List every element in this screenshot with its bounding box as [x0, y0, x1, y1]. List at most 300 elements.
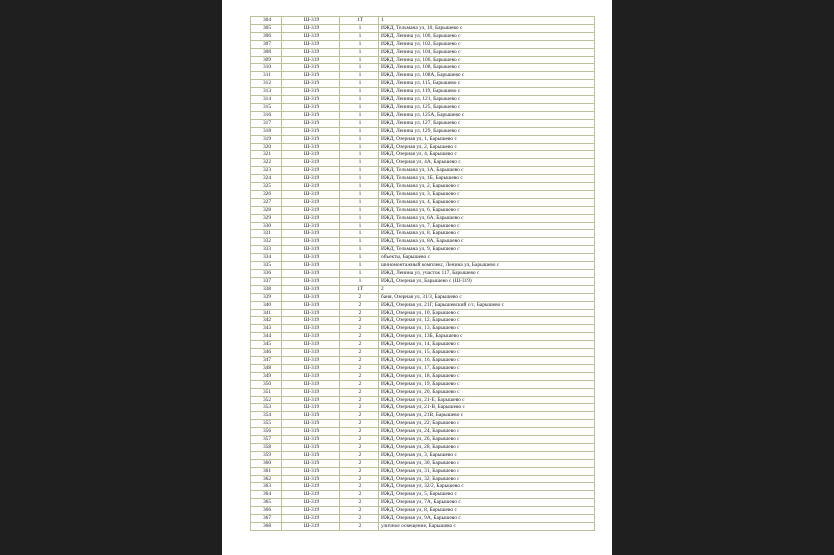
address-cell: ИЖД, Ленина ул, 108, Барышево с [379, 64, 595, 72]
address-cell: шиномонтажный комплекс, Ленина ул, Барышево с [379, 262, 595, 270]
feeder-code-cell: Ш-319 [282, 262, 340, 270]
feeder-code-cell: Ш-319 [282, 24, 340, 32]
row-number-cell: 326 [251, 190, 282, 198]
feeder-code-cell: Ш-319 [282, 270, 340, 278]
table-row [251, 32, 595, 40]
line-number-cell: 2 [340, 317, 379, 325]
row-number-cell: 353 [251, 404, 282, 412]
row-number-cell: 351 [251, 388, 282, 396]
address-cell: ИЖД, Ленина ул, 115, Барышево с [379, 80, 595, 88]
table-row [251, 111, 595, 119]
table-row [251, 270, 595, 278]
table-row [251, 467, 595, 475]
table-row [251, 17, 595, 25]
row-number-cell: 347 [251, 356, 282, 364]
row-number-cell: 339 [251, 293, 282, 301]
row-number-cell: 348 [251, 364, 282, 372]
line-number-cell: 2 [340, 388, 379, 396]
line-number-cell: 1 [340, 175, 379, 183]
table-row [251, 103, 595, 111]
feeder-code-cell: Ш-319 [282, 372, 340, 380]
address-cell: ИЖД, Озерная ул, 1, Барышево с [379, 135, 595, 143]
address-cell: ИЖД, Тельмана ул, 6, Барышево с [379, 206, 595, 214]
address-cell: ИЖД, Озерная ул, 28, Барышево с [379, 443, 595, 451]
table-row [251, 135, 595, 143]
line-number-cell: 1 [340, 143, 379, 151]
table-row [251, 159, 595, 167]
table-row [251, 262, 595, 270]
line-number-cell: 1 [340, 159, 379, 167]
row-number-cell: 327 [251, 198, 282, 206]
feeder-code-cell: Ш-319 [282, 206, 340, 214]
address-cell: ИЖД, Озерная ул, 26, Барышево с [379, 436, 595, 444]
address-cell: ИЖД, Озерная ул, 8, Барышево с [379, 507, 595, 515]
table-row [251, 167, 595, 175]
line-number-cell: 2 [340, 380, 379, 388]
row-number-cell: 355 [251, 420, 282, 428]
line-number-cell: 1 [340, 222, 379, 230]
feeder-code-cell: Ш-319 [282, 507, 340, 515]
feeder-code-cell: Ш-319 [282, 475, 340, 483]
address-cell: ИЖД, Тельмана ул, 7, Барышево с [379, 222, 595, 230]
feeder-code-cell: Ш-319 [282, 159, 340, 167]
row-number-cell: 338 [251, 285, 282, 293]
feeder-code-cell: Ш-319 [282, 388, 340, 396]
address-cell: ИЖД, Тельмана ул, 4, Барышево с [379, 198, 595, 206]
feeder-code-cell: Ш-319 [282, 64, 340, 72]
table-row [251, 48, 595, 56]
row-number-cell: 315 [251, 103, 282, 111]
row-number-cell: 334 [251, 254, 282, 262]
row-number-cell: 304 [251, 17, 282, 25]
line-number-cell: 1 [340, 135, 379, 143]
address-cell: ИЖД, Озерная ул, 4, Барышево с [379, 151, 595, 159]
feeder-code-cell: Ш-319 [282, 317, 340, 325]
feeder-code-cell: Ш-319 [282, 40, 340, 48]
feeder-code-cell: Ш-319 [282, 412, 340, 420]
feeder-code-cell: Ш-319 [282, 325, 340, 333]
feeder-code-cell: Ш-319 [282, 277, 340, 285]
line-number-cell: 1 [340, 56, 379, 64]
line-number-cell: 2 [340, 396, 379, 404]
address-cell: ИЖД, Ленина ул, 102, Барышево с [379, 40, 595, 48]
line-number-cell: 2 [340, 475, 379, 483]
address-cell: ИЖД, Ленина ул, участок 117, Барышево с [379, 270, 595, 278]
row-number-cell: 336 [251, 270, 282, 278]
feeder-code-cell: Ш-319 [282, 483, 340, 491]
line-number-cell: 1 [340, 214, 379, 222]
line-number-cell: 1 [340, 40, 379, 48]
feeder-code-cell: Ш-319 [282, 333, 340, 341]
address-cell: ИЖД, Озерная ул, 7А, Барышево с [379, 499, 595, 507]
row-number-cell: 346 [251, 349, 282, 357]
feeder-code-cell: Ш-319 [282, 167, 340, 175]
line-number-cell: 1 [340, 246, 379, 254]
row-number-cell: 319 [251, 135, 282, 143]
address-cell: ИЖД, Тельмана ул, 2, Барышево с [379, 183, 595, 191]
row-number-cell: 343 [251, 325, 282, 333]
table-row [251, 80, 595, 88]
table-row [251, 483, 595, 491]
row-number-cell: 330 [251, 222, 282, 230]
feeder-code-cell: Ш-319 [282, 103, 340, 111]
address-cell: ИЖД, Озерная ул, Барышево с (Ш-319) [379, 277, 595, 285]
table-row [251, 246, 595, 254]
table-row [251, 380, 595, 388]
line-number-cell: 2 [340, 412, 379, 420]
row-number-cell: 367 [251, 515, 282, 523]
address-cell: 1 [379, 17, 595, 25]
address-cell: ИЖД, Озерная ул, 20, Барышево с [379, 388, 595, 396]
feeder-code-cell: Ш-319 [282, 143, 340, 151]
table-row [251, 333, 595, 341]
row-number-cell: 345 [251, 341, 282, 349]
feeder-code-cell: Ш-319 [282, 238, 340, 246]
feeder-code-cell: Ш-319 [282, 301, 340, 309]
feeder-code-cell: Ш-319 [282, 380, 340, 388]
line-number-cell: 2 [340, 523, 379, 531]
address-cell: ИЖД, Озерная ул, 12, Барышево с [379, 317, 595, 325]
row-number-cell: 328 [251, 206, 282, 214]
table-row [251, 396, 595, 404]
feeder-code-cell: Ш-319 [282, 72, 340, 80]
feeder-code-cell: Ш-319 [282, 491, 340, 499]
line-number-cell: 2 [340, 372, 379, 380]
table-row [251, 428, 595, 436]
address-cell: ИЖД, Тельмана ул, 3, Барышево с [379, 190, 595, 198]
feeder-code-cell: Ш-319 [282, 467, 340, 475]
address-cell: ИЖД, Озерная ул, 3, Барышево с [379, 451, 595, 459]
row-number-cell: 309 [251, 56, 282, 64]
feeder-code-cell: Ш-319 [282, 111, 340, 119]
address-cell: ИЖД, Ленина ул, 100, Барышево с [379, 32, 595, 40]
row-number-cell: 307 [251, 40, 282, 48]
table-row [251, 523, 595, 531]
line-number-cell: 2 [340, 499, 379, 507]
table-row [251, 24, 595, 32]
feeder-code-cell: Ш-319 [282, 309, 340, 317]
row-number-cell: 342 [251, 317, 282, 325]
address-cell: ИЖД, Озерная ул, 31, Барышево с [379, 467, 595, 475]
row-number-cell: 318 [251, 127, 282, 135]
row-number-cell: 323 [251, 167, 282, 175]
line-number-cell: 1 [340, 151, 379, 159]
feeder-code-cell: Ш-319 [282, 17, 340, 25]
row-number-cell: 357 [251, 436, 282, 444]
row-number-cell: 363 [251, 483, 282, 491]
row-number-cell: 322 [251, 159, 282, 167]
line-number-cell: 2 [340, 491, 379, 499]
row-number-cell: 317 [251, 119, 282, 127]
table-row [251, 443, 595, 451]
line-number-cell: 2 [340, 293, 379, 301]
row-number-cell: 361 [251, 467, 282, 475]
address-cell: ИЖД, Озерная ул, 5, Барышево с [379, 491, 595, 499]
row-number-cell: 310 [251, 64, 282, 72]
table-row [251, 190, 595, 198]
table-row [251, 206, 595, 214]
feeder-code-cell: Ш-319 [282, 246, 340, 254]
feeder-code-cell: Ш-319 [282, 183, 340, 191]
line-number-cell: 1 [340, 262, 379, 270]
feeder-code-cell: Ш-319 [282, 88, 340, 96]
row-number-cell: 356 [251, 428, 282, 436]
table-body [251, 17, 595, 531]
row-number-cell: 349 [251, 372, 282, 380]
feeder-code-cell: Ш-319 [282, 364, 340, 372]
address-cell: ИЖД, Ленина ул, 108А, Барышево с [379, 72, 595, 80]
line-number-cell: 2 [340, 515, 379, 523]
row-number-cell: 312 [251, 80, 282, 88]
row-number-cell: 320 [251, 143, 282, 151]
address-cell: ИЖД, Тельмана ул, 1А, Барышево с [379, 167, 595, 175]
line-number-cell: 1Т [340, 17, 379, 25]
address-cell: ИЖД, Ленина ул, 127, Барышево с [379, 119, 595, 127]
address-cell: ИЖД, Озерная ул, 15, Барышево с [379, 349, 595, 357]
line-number-cell: 1 [340, 254, 379, 262]
table-row [251, 451, 595, 459]
feeder-code-cell: Ш-319 [282, 32, 340, 40]
table-row [251, 372, 595, 380]
line-number-cell: 2 [340, 436, 379, 444]
line-number-cell: 1 [340, 127, 379, 135]
feeder-code-cell: Ш-319 [282, 175, 340, 183]
row-number-cell: 329 [251, 214, 282, 222]
line-number-cell: 1 [340, 88, 379, 96]
table-row [251, 491, 595, 499]
row-number-cell: 359 [251, 451, 282, 459]
table-row [251, 301, 595, 309]
line-number-cell: 1Т [340, 285, 379, 293]
table-row [251, 254, 595, 262]
table-row [251, 285, 595, 293]
feeder-code-cell: Ш-319 [282, 293, 340, 301]
line-number-cell: 2 [340, 404, 379, 412]
table-row [251, 364, 595, 372]
address-cell: ИЖД, Тельмана ул, 1Б, Барышево с [379, 175, 595, 183]
table-row [251, 356, 595, 364]
feeder-code-cell: Ш-319 [282, 356, 340, 364]
address-cell: ИЖД, Озерная ул, 21-В, Барышево с [379, 404, 595, 412]
address-cell: ИЖД, Тельмана ул, 10, Барышево с [379, 24, 595, 32]
row-number-cell: 332 [251, 238, 282, 246]
document-page [222, 0, 612, 555]
table-row [251, 222, 595, 230]
line-number-cell: 1 [340, 277, 379, 285]
line-number-cell: 1 [340, 238, 379, 246]
line-number-cell: 2 [340, 443, 379, 451]
feeder-code-cell: Ш-319 [282, 230, 340, 238]
address-cell: ИЖД, Ленина ул, 125, Барышево с [379, 103, 595, 111]
feeder-code-cell: Ш-319 [282, 420, 340, 428]
table-row [251, 238, 595, 246]
table-row [251, 96, 595, 104]
line-number-cell: 1 [340, 72, 379, 80]
feeder-code-cell: Ш-319 [282, 436, 340, 444]
feeder-code-cell: Ш-319 [282, 198, 340, 206]
address-cell: ИЖД, Озерная ул, 13Б, Барышево с [379, 333, 595, 341]
address-cell: ИЖД, Озерная ул, 21В, Барышево с [379, 412, 595, 420]
address-cell: ИЖД, Ленина ул, 125А, Барышево с [379, 111, 595, 119]
row-number-cell: 352 [251, 396, 282, 404]
table-row [251, 277, 595, 285]
line-number-cell: 1 [340, 103, 379, 111]
row-number-cell: 321 [251, 151, 282, 159]
feeder-code-cell: Ш-319 [282, 443, 340, 451]
row-number-cell: 308 [251, 48, 282, 56]
table-row [251, 175, 595, 183]
address-cell: объекты, Барышево с [379, 254, 595, 262]
address-cell: ИЖД, Озерная ул, 16, Барышево с [379, 356, 595, 364]
row-number-cell: 360 [251, 459, 282, 467]
line-number-cell: 2 [340, 459, 379, 467]
feeder-code-cell: Ш-319 [282, 135, 340, 143]
feeder-code-cell: Ш-319 [282, 404, 340, 412]
line-number-cell: 1 [340, 64, 379, 72]
table-row [251, 420, 595, 428]
table-row [251, 198, 595, 206]
line-number-cell: 1 [340, 198, 379, 206]
row-number-cell: 358 [251, 443, 282, 451]
table-row [251, 459, 595, 467]
line-number-cell: 1 [340, 167, 379, 175]
address-cell: ИЖД, Тельмана ул, 9, Барышево с [379, 246, 595, 254]
row-number-cell: 344 [251, 333, 282, 341]
table-row [251, 56, 595, 64]
feeder-code-cell: Ш-319 [282, 523, 340, 531]
row-number-cell: 368 [251, 523, 282, 531]
feeder-code-cell: Ш-319 [282, 254, 340, 262]
address-cell: баня, Озерная ул, 31/3, Барышево с [379, 293, 595, 301]
line-number-cell: 1 [340, 206, 379, 214]
feeder-code-cell: Ш-319 [282, 451, 340, 459]
line-number-cell: 1 [340, 96, 379, 104]
address-cell: ИЖД, Тельмана ул, 8, Барышево с [379, 230, 595, 238]
row-number-cell: 350 [251, 380, 282, 388]
feeder-code-cell: Ш-319 [282, 396, 340, 404]
line-number-cell: 1 [340, 183, 379, 191]
address-cell: ИЖД, Ленина ул, 106, Барышево с [379, 56, 595, 64]
address-cell: ИЖД, Озерная ул, 32/2, Барышево с [379, 483, 595, 491]
address-cell: ИЖД, Озерная ул, 13, Барышево с [379, 325, 595, 333]
table-row [251, 475, 595, 483]
line-number-cell: 1 [340, 230, 379, 238]
table-row [251, 515, 595, 523]
row-number-cell: 316 [251, 111, 282, 119]
address-cell: ИЖД, Тельмана ул, 8А, Барышево с [379, 238, 595, 246]
table-row [251, 214, 595, 222]
row-number-cell: 331 [251, 230, 282, 238]
line-number-cell: 2 [340, 467, 379, 475]
row-number-cell: 337 [251, 277, 282, 285]
address-cell: ИЖД, Озерная ул, 21Г, Барышевский с/с, Барышево с [379, 301, 595, 309]
line-number-cell: 2 [340, 451, 379, 459]
table-row [251, 64, 595, 72]
table-row [251, 507, 595, 515]
row-number-cell: 362 [251, 475, 282, 483]
address-cell: ИЖД, Озерная ул, 19, Барышево с [379, 380, 595, 388]
row-number-cell: 325 [251, 183, 282, 191]
address-cell: ИЖД, Озерная ул, 14, Барышево с [379, 341, 595, 349]
line-number-cell: 2 [340, 420, 379, 428]
address-cell: ИЖД, Озерная ул, 9А, Барышево с [379, 515, 595, 523]
row-number-cell: 333 [251, 246, 282, 254]
row-number-cell: 366 [251, 507, 282, 515]
feeder-code-cell: Ш-319 [282, 48, 340, 56]
table-row [251, 341, 595, 349]
table-row [251, 293, 595, 301]
row-number-cell: 365 [251, 499, 282, 507]
row-number-cell: 341 [251, 309, 282, 317]
line-number-cell: 2 [340, 309, 379, 317]
line-number-cell: 1 [340, 80, 379, 88]
address-cell: 2 [379, 285, 595, 293]
row-number-cell: 306 [251, 32, 282, 40]
table-row [251, 127, 595, 135]
line-number-cell: 2 [340, 325, 379, 333]
table-row [251, 143, 595, 151]
line-number-cell: 2 [340, 428, 379, 436]
address-cell: ИЖД, Озерная ул, 22, Барышево с [379, 420, 595, 428]
table-row [251, 436, 595, 444]
row-number-cell: 305 [251, 24, 282, 32]
feeder-code-cell: Ш-319 [282, 349, 340, 357]
address-cell: ИЖД, Озерная ул, 32, Барышево с [379, 475, 595, 483]
table-row [251, 412, 595, 420]
line-number-cell: 1 [340, 111, 379, 119]
line-number-cell: 1 [340, 24, 379, 32]
address-table [250, 16, 595, 531]
feeder-code-cell: Ш-319 [282, 127, 340, 135]
address-cell: ИЖД, Озерная ул, 10, Барышево с [379, 309, 595, 317]
address-cell: ИЖД, Озерная ул, 2, Барышево с [379, 143, 595, 151]
address-cell: ИЖД, Озерная ул, 18, Барышево с [379, 372, 595, 380]
line-number-cell: 2 [340, 364, 379, 372]
row-number-cell: 324 [251, 175, 282, 183]
address-cell: ИЖД, Озерная ул, 21-Е, Барышево с [379, 396, 595, 404]
address-cell: ИЖД, Озерная ул, 30, Барышево с [379, 459, 595, 467]
feeder-code-cell: Ш-319 [282, 96, 340, 104]
table-row [251, 325, 595, 333]
line-number-cell: 2 [340, 483, 379, 491]
row-number-cell: 313 [251, 88, 282, 96]
line-number-cell: 2 [340, 301, 379, 309]
feeder-code-cell: Ш-319 [282, 341, 340, 349]
address-cell: ИЖД, Ленина ул, 121, Барышево с [379, 96, 595, 104]
feeder-code-cell: Ш-319 [282, 56, 340, 64]
line-number-cell: 1 [340, 270, 379, 278]
line-number-cell: 2 [340, 341, 379, 349]
feeder-code-cell: Ш-319 [282, 214, 340, 222]
address-cell: ИЖД, Озерная ул, 4А, Барышево с [379, 159, 595, 167]
table-row [251, 72, 595, 80]
table-row [251, 151, 595, 159]
feeder-code-cell: Ш-319 [282, 222, 340, 230]
row-number-cell: 335 [251, 262, 282, 270]
row-number-cell: 311 [251, 72, 282, 80]
table-row [251, 309, 595, 317]
table-row [251, 230, 595, 238]
line-number-cell: 2 [340, 349, 379, 357]
table-row [251, 388, 595, 396]
line-number-cell: 2 [340, 356, 379, 364]
table-row [251, 119, 595, 127]
line-number-cell: 1 [340, 119, 379, 127]
feeder-code-cell: Ш-319 [282, 515, 340, 523]
table-row [251, 183, 595, 191]
address-cell: ИЖД, Озерная ул, 17, Барышево с [379, 364, 595, 372]
line-number-cell: 1 [340, 32, 379, 40]
